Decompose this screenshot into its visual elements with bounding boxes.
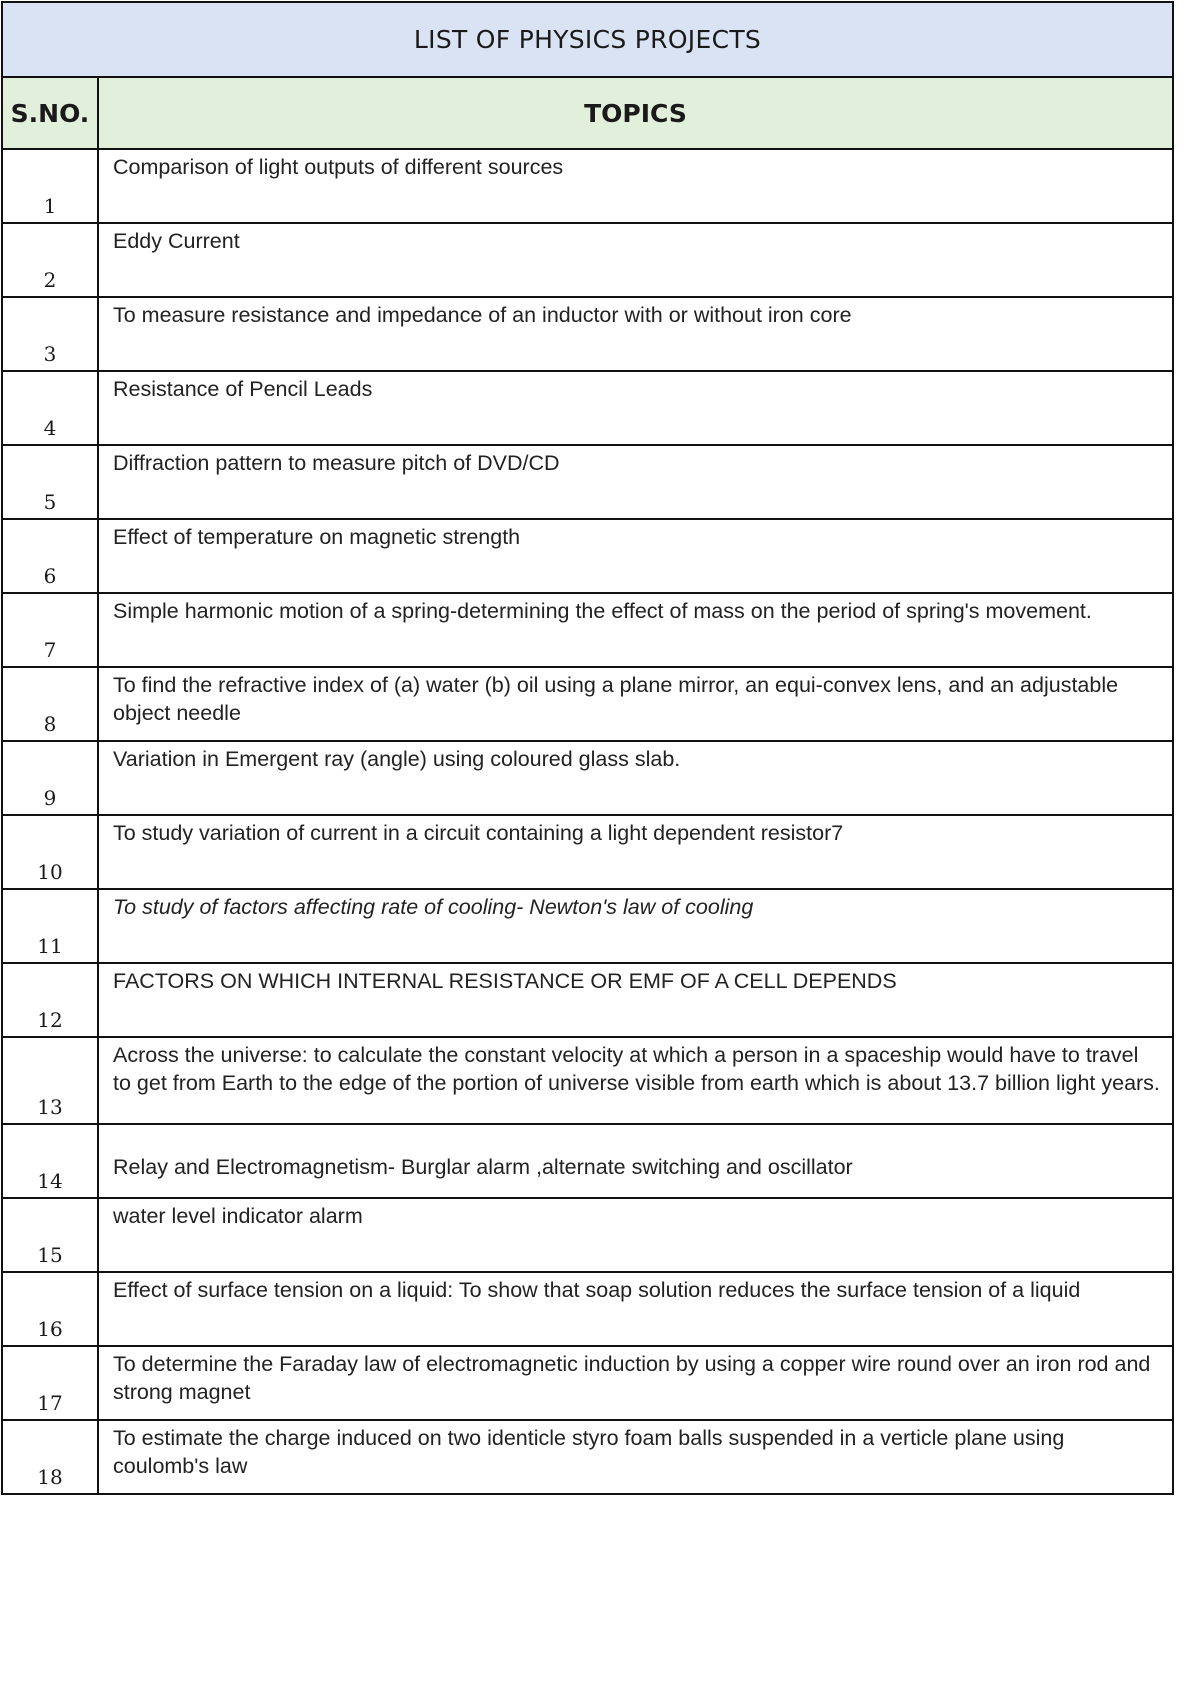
title-row	[2, 2, 1173, 77]
sno-column-header: S.NO.	[2, 77, 98, 149]
row-topic: Resistance of Pencil Leads	[98, 371, 1173, 445]
row-number: 8	[2, 667, 98, 741]
table-row	[2, 741, 1173, 815]
row-topic: Relay and Electromagnetism- Burglar alarm ,alternate switching and oscillator	[98, 1124, 1173, 1198]
row-topic: Comparison of light outputs of different sources	[98, 149, 1173, 223]
row-topic: Effect of temperature on magnetic strength	[98, 519, 1173, 593]
table-row	[2, 297, 1173, 371]
table-row	[2, 1346, 1173, 1420]
table-row	[2, 1420, 1173, 1494]
table-row	[2, 149, 1173, 223]
row-topic: FACTORS ON WHICH INTERNAL RESISTANCE OR EMF OF A CELL DEPENDS	[98, 963, 1173, 1037]
table-row	[2, 445, 1173, 519]
row-number: 15	[2, 1198, 98, 1272]
table-row	[2, 1198, 1173, 1272]
table-row	[2, 963, 1173, 1037]
row-number: 9	[2, 741, 98, 815]
row-number: 7	[2, 593, 98, 667]
row-number: 18	[2, 1420, 98, 1494]
row-topic: water level indicator alarm	[98, 1198, 1173, 1272]
row-topic: To study of factors affecting rate of cooling- Newton's law of cooling	[98, 889, 1173, 963]
table-row	[2, 371, 1173, 445]
row-number: 13	[2, 1037, 98, 1124]
table-row	[2, 815, 1173, 889]
table-row	[2, 1124, 1173, 1198]
row-topic: Across the universe: to calculate the constant velocity at which a person in a spaceship would have to travel to get from Earth to the edge of the portion of universe visible from earth which is about 13.7 billion light years.	[98, 1037, 1173, 1124]
projects-sheet	[1, 1, 1172, 1495]
table-row	[2, 1272, 1173, 1346]
row-number: 17	[2, 1346, 98, 1420]
row-topic: Variation in Emergent ray (angle) using coloured glass slab.	[98, 741, 1173, 815]
header-row	[2, 77, 1173, 149]
row-topic: To measure resistance and impedance of an inductor with or without iron core	[98, 297, 1173, 371]
row-number: 3	[2, 297, 98, 371]
row-topic: Eddy Current	[98, 223, 1173, 297]
table-row	[2, 667, 1173, 741]
page-title: LIST OF PHYSICS PROJECTS	[2, 2, 1173, 77]
row-number: 14	[2, 1124, 98, 1198]
row-topic: To find the refractive index of (a) water (b) oil using a plane mirror, an equi-convex lens, and an adjustable object needle	[98, 667, 1173, 741]
row-topic: Effect of surface tension on a liquid: To show that soap solution reduces the surface tension of a liquid	[98, 1272, 1173, 1346]
row-number: 11	[2, 889, 98, 963]
row-number: 12	[2, 963, 98, 1037]
row-number: 4	[2, 371, 98, 445]
row-topic: Diffraction pattern to measure pitch of DVD/CD	[98, 445, 1173, 519]
table-row	[2, 889, 1173, 963]
row-topic: To estimate the charge induced on two identicle styro foam balls suspended in a verticle plane using coulomb's law	[98, 1420, 1173, 1494]
row-number: 1	[2, 149, 98, 223]
table-row	[2, 223, 1173, 297]
table-row	[2, 519, 1173, 593]
row-topic: To study variation of current in a circuit containing a light dependent resistor7	[98, 815, 1173, 889]
table-row	[2, 1037, 1173, 1124]
row-number: 16	[2, 1272, 98, 1346]
row-number: 6	[2, 519, 98, 593]
row-number: 10	[2, 815, 98, 889]
projects-table	[1, 1, 1174, 1495]
row-topic: Simple harmonic motion of a spring-determining the effect of mass on the period of spring's movement.	[98, 593, 1173, 667]
topics-column-header: TOPICS	[98, 77, 1173, 149]
row-number: 5	[2, 445, 98, 519]
row-topic: To determine the Faraday law of electromagnetic induction by using a copper wire round over an iron rod and strong magnet	[98, 1346, 1173, 1420]
row-number: 2	[2, 223, 98, 297]
table-row	[2, 593, 1173, 667]
